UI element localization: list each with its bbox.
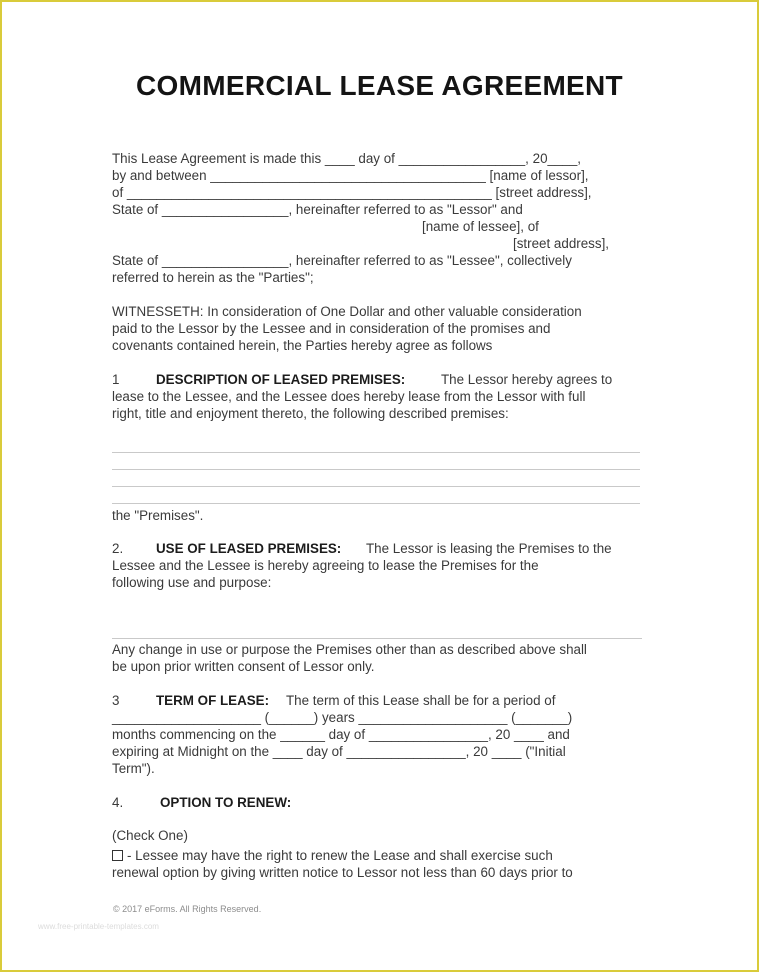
section-2-number: 2. (112, 541, 124, 556)
use-blank-line (112, 638, 642, 639)
section-2-line-2: Lessee and the Lessee is hereby agreeing to lease the Premises for the (112, 558, 539, 573)
premises-blank-line-2 (112, 469, 640, 470)
renew-option-checkbox[interactable] (112, 850, 123, 861)
preamble-line-7: State of _________________, hereinafter referred to as "Lessee", collectively (112, 253, 572, 268)
section-4-check-one: (Check One) (112, 828, 188, 843)
section-3-line-1: The term of this Lease shall be for a period of (286, 693, 556, 708)
renew-option-text: - Lessee may have the right to renew the Lease and shall exercise such (127, 848, 553, 863)
preamble-line-5: [name of lessee], of (422, 219, 539, 234)
preamble-line-2: by and between _____________________________________ [name of lessor], (112, 168, 589, 183)
section-2-after-1: Any change in use or purpose the Premises other than as described above shall (112, 642, 587, 657)
preamble-line-1: This Lease Agreement is made this ____ day of _________________, 20____, (112, 151, 582, 166)
preamble-line-8: referred to herein as the "Parties"; (112, 270, 314, 285)
witnesseth-line-2: paid to the Lessor by the Lessee and in consideration of the promises and (112, 321, 551, 336)
section-1-heading: DESCRIPTION OF LEASED PREMISES: (156, 372, 406, 387)
section-1-number: 1 (112, 372, 120, 387)
renew-option-row (112, 847, 553, 864)
section-2-line-3: following use and purpose: (112, 575, 272, 590)
copyright-footer: © 2017 eForms. All Rights Reserved. (113, 904, 262, 914)
section-2-line-1: The Lessor is leasing the Premises to the (366, 541, 612, 556)
section-4-number: 4. (112, 795, 124, 810)
section-4-heading: OPTION TO RENEW: (160, 795, 292, 810)
section-3-line-3: months commencing on the ______ day of ________________, 20 ____ and (112, 727, 570, 742)
section-2-after-2: be upon prior written consent of Lessor only. (112, 659, 375, 674)
preamble-line-3: of _________________________________________________ [street address], (112, 185, 592, 200)
section-1-line-2: lease to the Lessee, and the Lessee does hereby lease from the Lessor with full (112, 389, 586, 404)
section-1-line-1: The Lessor hereby agrees to (441, 372, 613, 387)
section-3-line-5: Term"). (112, 761, 155, 776)
section-3-line-2: ____________________ (______) years ____________________ (_______) (112, 710, 573, 725)
section-1-line-3: right, title and enjoyment thereto, the following described premises: (112, 406, 509, 421)
section-1-after: the "Premises". (112, 508, 204, 523)
section-4-line-3: renewal option by giving written notice to Lessor not less than 60 days prior to (112, 865, 573, 880)
section-3-number: 3 (112, 693, 120, 708)
document-title: COMMERCIAL LEASE AGREEMENT (136, 70, 623, 101)
preamble-line-6: [street address], (513, 236, 610, 251)
section-3-heading: TERM OF LEASE: (156, 693, 270, 708)
watermark: www.free-printable-templates.com (38, 922, 159, 931)
section-3-line-4: expiring at Midnight on the ____ day of ________________, 20 ____ ("Initial (112, 744, 566, 759)
premises-blank-line-1 (112, 452, 640, 453)
preamble-line-4: State of _________________, hereinafter referred to as "Lessor" and (112, 202, 523, 217)
premises-blank-line-3 (112, 486, 640, 487)
premises-blank-line-4 (112, 503, 640, 504)
witnesseth-line-1: WITNESSETH: In consideration of One Dollar and other valuable consideration (112, 304, 582, 319)
witnesseth-line-3: covenants contained herein, the Parties hereby agree as follows (112, 338, 493, 353)
section-2-heading: USE OF LEASED PREMISES: (156, 541, 342, 556)
